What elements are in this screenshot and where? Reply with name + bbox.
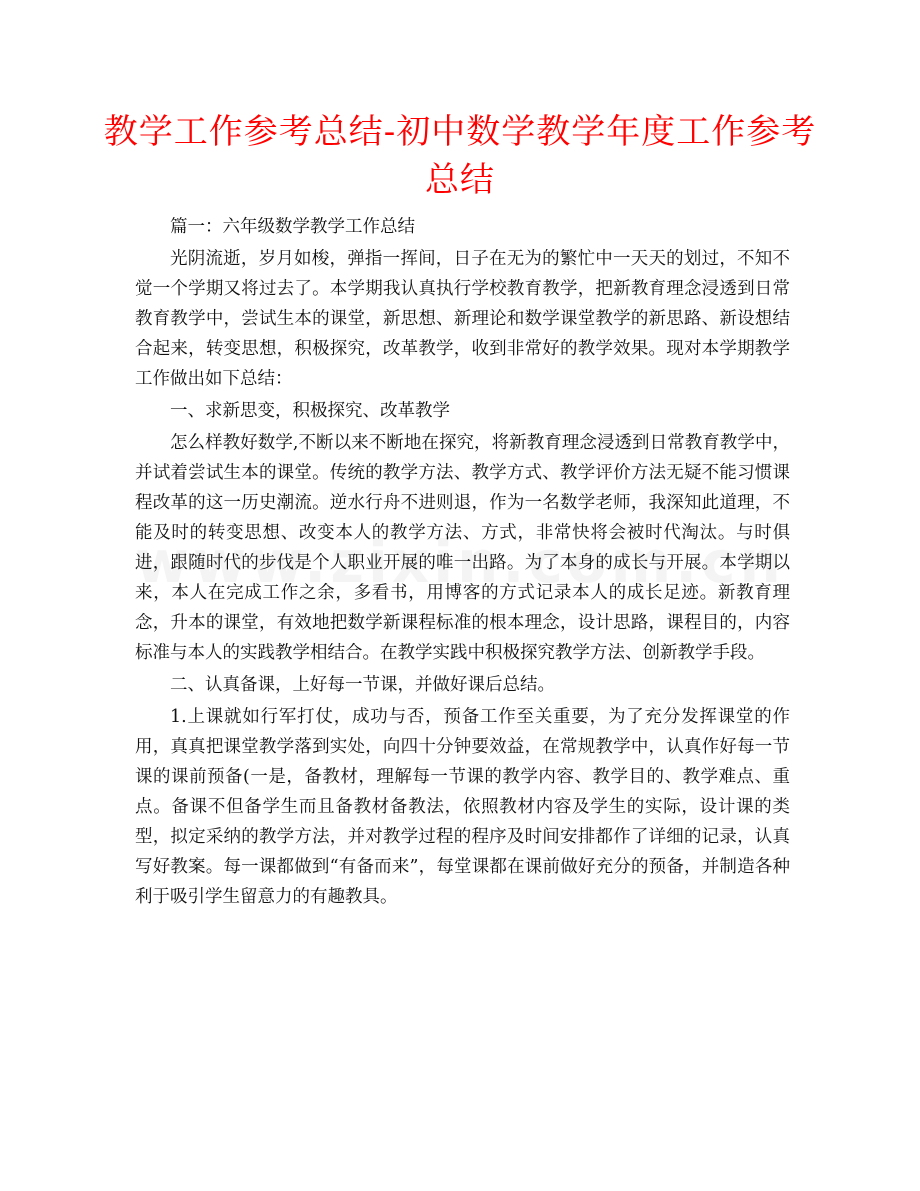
paragraph-two: 1.上课就如行军打仗，成功与否，预备工作至关重要，为了充分发挥课堂的作用，真真把课堂教学落到实处，向四十分钟要效益，在常规教学中，认真作好每一节课的课前预备(一是，备教材，理解每一节课的教学内容、教学目的、教学难点、重点。备课不但备学生而且备教材备教法，依照教材内容及学生的实际，设计课的类型，拟定采纳的教学方法，并对教学过程的程序及时间安排都作了详细的记录，认真写好教案。每一课都做到“有备而来”，每堂课都在课前做好充分的预备，并制造各种利于吸引学生留意力的有趣教具。 [135, 707, 790, 907]
heading-one: 一、求新思变，积极探究、改革教学 [170, 401, 450, 421]
paragraph-one: 怎么样教好数学,不断以来不断地在探究，将新教育理念浸透到日常教育教学中，并试着尝试生本的课堂。传统的教学方法、教学方式、教学评价方法无疑不能习惯课程改革的这一历史潮流。逆水行舟不进则退，作为一名数学老师，我深知此道理，不能及时的转变思想、改变本人的教学方法、方式，非常快将会被时代淘汰。与时俱进，跟随时代的步伐是个人职业开展的唯一出路。为了本身的成长与开展。本学期以来，本人在完成工作之余，多看书，用博客的方式记录本人的成长足迹。新教育理念，升本的课堂，有效地把数学新课程标准的根本理念，设计思路，课程目的，内容标准与本人的实践教学相结合。在教学实践中积极探究教学方法、创新教学手段。 [135, 433, 790, 663]
paragraph-intro: 光阴流逝，岁月如梭，弹指一挥间，日子在无为的繁忙中一天天的划过，不知不觉一个学期又将过去了。本学期我认真执行学校教育教学，把新教育理念浸透到日常教育教学中，尝试生本的课堂，新思想、新理论和数学课堂教学的新思路、新设想结合起来，转变思想，积极探究，改革教学，收到非常好的教学效果。现对本学期教学工作做出如下总结： [135, 249, 790, 389]
heading-two: 二、认真备课，上好每一节课，并做好课后总结。 [170, 675, 555, 695]
section-title: 篇一：六年级数学教学工作总结 [170, 217, 415, 237]
document-body [135, 212, 790, 914]
document-title: 教学工作参考总结-初中数学教学年度工作参考总结 [103, 112, 817, 200]
